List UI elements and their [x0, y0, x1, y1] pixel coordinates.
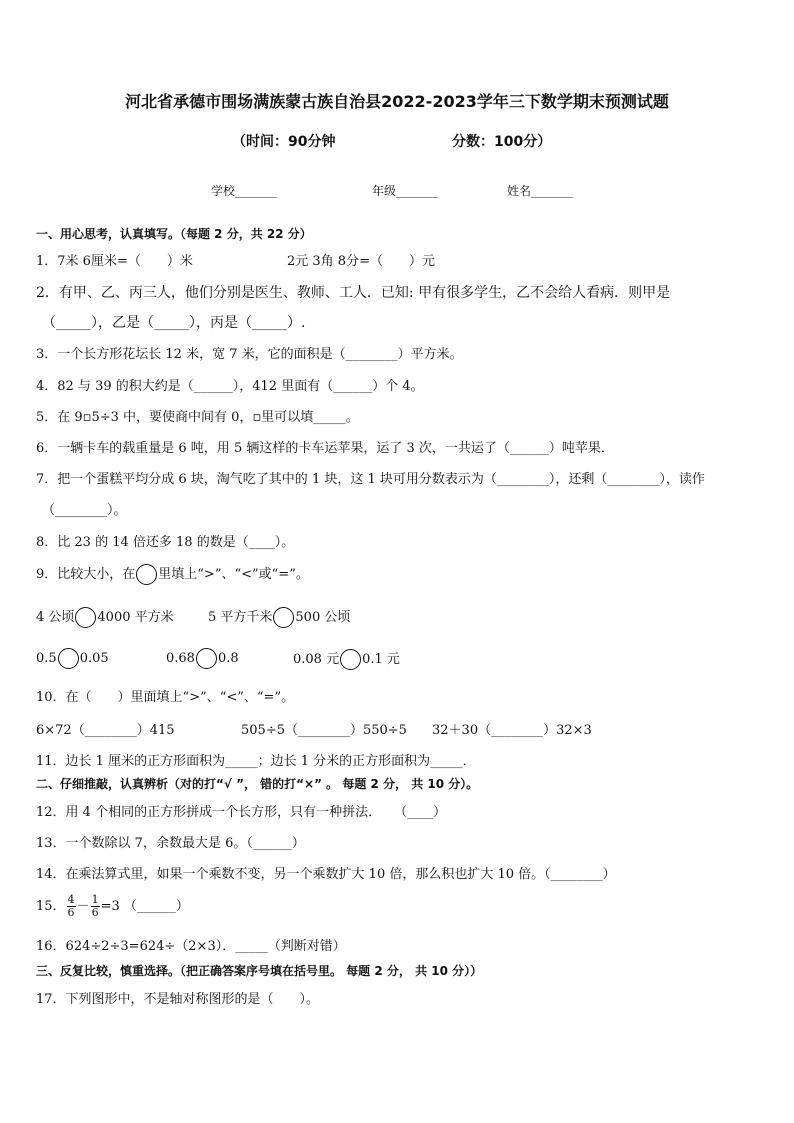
- compare-circle: [136, 564, 157, 585]
- question-16: 16．624÷2÷3=624÷（2×3）．_____（判断对错）: [36, 939, 346, 954]
- question-14: 14．在乘法算式里，如果一个乘数不变，另一个乘数扩大 10 倍，那么积也扩大 10 倍。（________）: [36, 867, 616, 882]
- question-17: 17．下列图形中，不是轴对称图形的是（ ）。: [36, 992, 320, 1007]
- compare-item: [36, 606, 174, 628]
- school-field[interactable]: 学校_______: [211, 184, 278, 198]
- question-6: 6．一辆卡车的载重量是 6 吨，用 5 辆这样的卡车运苹果，运了 3 次，一共运了（______）吨苹果．: [36, 441, 614, 456]
- minus-sign: －: [76, 899, 90, 914]
- section-3-heading: 三、反复比较，慎重选择。（把正确答案序号填在括号里。 每题 2 分， 共 10 分））: [36, 964, 483, 978]
- question-15-suffix: =3 （______）: [100, 899, 189, 914]
- exam-title: 河北省承德市围场满族蒙古族自治县2022-2023学年三下数学期末预测试题: [125, 92, 669, 111]
- question-12: 12．用 4 个相同的正方形拼成一个长方形，只有一种拼法． （____）: [36, 805, 447, 820]
- grade-field[interactable]: 年级_______: [372, 184, 439, 198]
- section-2-heading: 二、仔细推敲，认真辨析（对的打“√ ”， 错的打“×” 。 每题 2 分， 共 10 分）。: [36, 777, 479, 791]
- compare-left: 0.68: [166, 651, 195, 666]
- question-2-line1: 2．有甲、乙、丙三人，他们分别是医生、教师、工人．已知: 甲有很多学生，乙不会给人看病．则甲是: [36, 285, 671, 301]
- compare-right: 0.8: [217, 651, 239, 666]
- question-4: 4．82 与 39 的积大约是（______），412 里面有（______）个 4。: [36, 379, 424, 394]
- question-7-line1: 7．把一个蛋糕平均分成 6 块，淘气吃了其中的 1 块，这 1 块可用分数表示为（________），还剩（________），读作: [36, 472, 705, 487]
- question-9: [36, 563, 309, 585]
- compare-right: 0.05: [79, 651, 109, 666]
- question-13: 13．一个数除以 7，余数最大是 6。（______）: [36, 836, 305, 851]
- question-1b: 2元 3角 8分=（ ）元: [287, 254, 435, 269]
- question-10: 10．在（ ）里面填上“>”、“<”、“=”。: [36, 690, 295, 705]
- compare-right: 500 公顷: [295, 610, 351, 625]
- question-3: 3．一个长方形花坛长 12 米，宽 7 米，它的面积是（________）平方米。: [36, 347, 463, 362]
- compare-left: 0.08 元: [293, 652, 340, 667]
- fraction: [91, 894, 100, 919]
- exam-score: 分数：100分）: [452, 134, 552, 150]
- compare-circle[interactable]: [340, 649, 361, 670]
- fraction-numerator: 4: [67, 893, 75, 906]
- compare-right: 4000 平方米: [97, 610, 174, 625]
- compare-item: [36, 648, 109, 669]
- compare-right: 0.1 元: [362, 652, 400, 667]
- question-11: 11．边长 1 厘米的正方形面积为_____；边长 1 分米的正方形面积为_____．: [36, 754, 476, 769]
- fraction-denominator: 6: [67, 906, 75, 919]
- question-7-line2: （________）。: [42, 503, 127, 518]
- question-2-line2: （_____），乙是（_____），丙是（_____）.: [42, 315, 306, 331]
- fraction-numerator: 1: [91, 893, 99, 906]
- compare-left: 5 平方千米: [208, 610, 273, 625]
- compare-circle[interactable]: [273, 607, 294, 628]
- question-5: 5．在 9▫5÷3 中，要使商中间有 0，▫里可以填_____。: [36, 410, 359, 425]
- question-1a: 1．7米 6厘米=（ ）米: [36, 254, 193, 269]
- question-15-number: 15．: [36, 899, 66, 914]
- compare-expression: 32＋30（________）32×3: [432, 723, 592, 738]
- compare-left: 4 公顷: [36, 610, 75, 625]
- question-9-prefix: 9．比较大小，在: [36, 567, 136, 582]
- question-9-suffix: 里填上“>”、“<”或“=”。: [158, 567, 309, 582]
- compare-circle[interactable]: [75, 607, 96, 628]
- compare-expression: 505÷5（________）550÷5: [241, 723, 407, 738]
- compare-item: [208, 606, 350, 628]
- compare-expression: 6×72（________）415: [36, 723, 175, 738]
- compare-item: [166, 648, 239, 669]
- question-15: [36, 894, 189, 919]
- compare-circle[interactable]: [58, 648, 79, 669]
- compare-item: [293, 648, 400, 670]
- compare-circle[interactable]: [196, 648, 217, 669]
- question-8: 8．比 23 的 14 倍还多 18 的数是（____）。: [36, 535, 295, 550]
- fraction-denominator: 6: [91, 906, 99, 919]
- exam-time: （时间：90分钟: [232, 134, 336, 150]
- fraction: [67, 894, 76, 919]
- section-1-heading: 一、用心思考，认真填写。（每题 2 分，共 22 分）: [36, 227, 312, 241]
- name-field[interactable]: 姓名_______: [507, 184, 574, 198]
- compare-left: 0.5: [36, 651, 57, 666]
